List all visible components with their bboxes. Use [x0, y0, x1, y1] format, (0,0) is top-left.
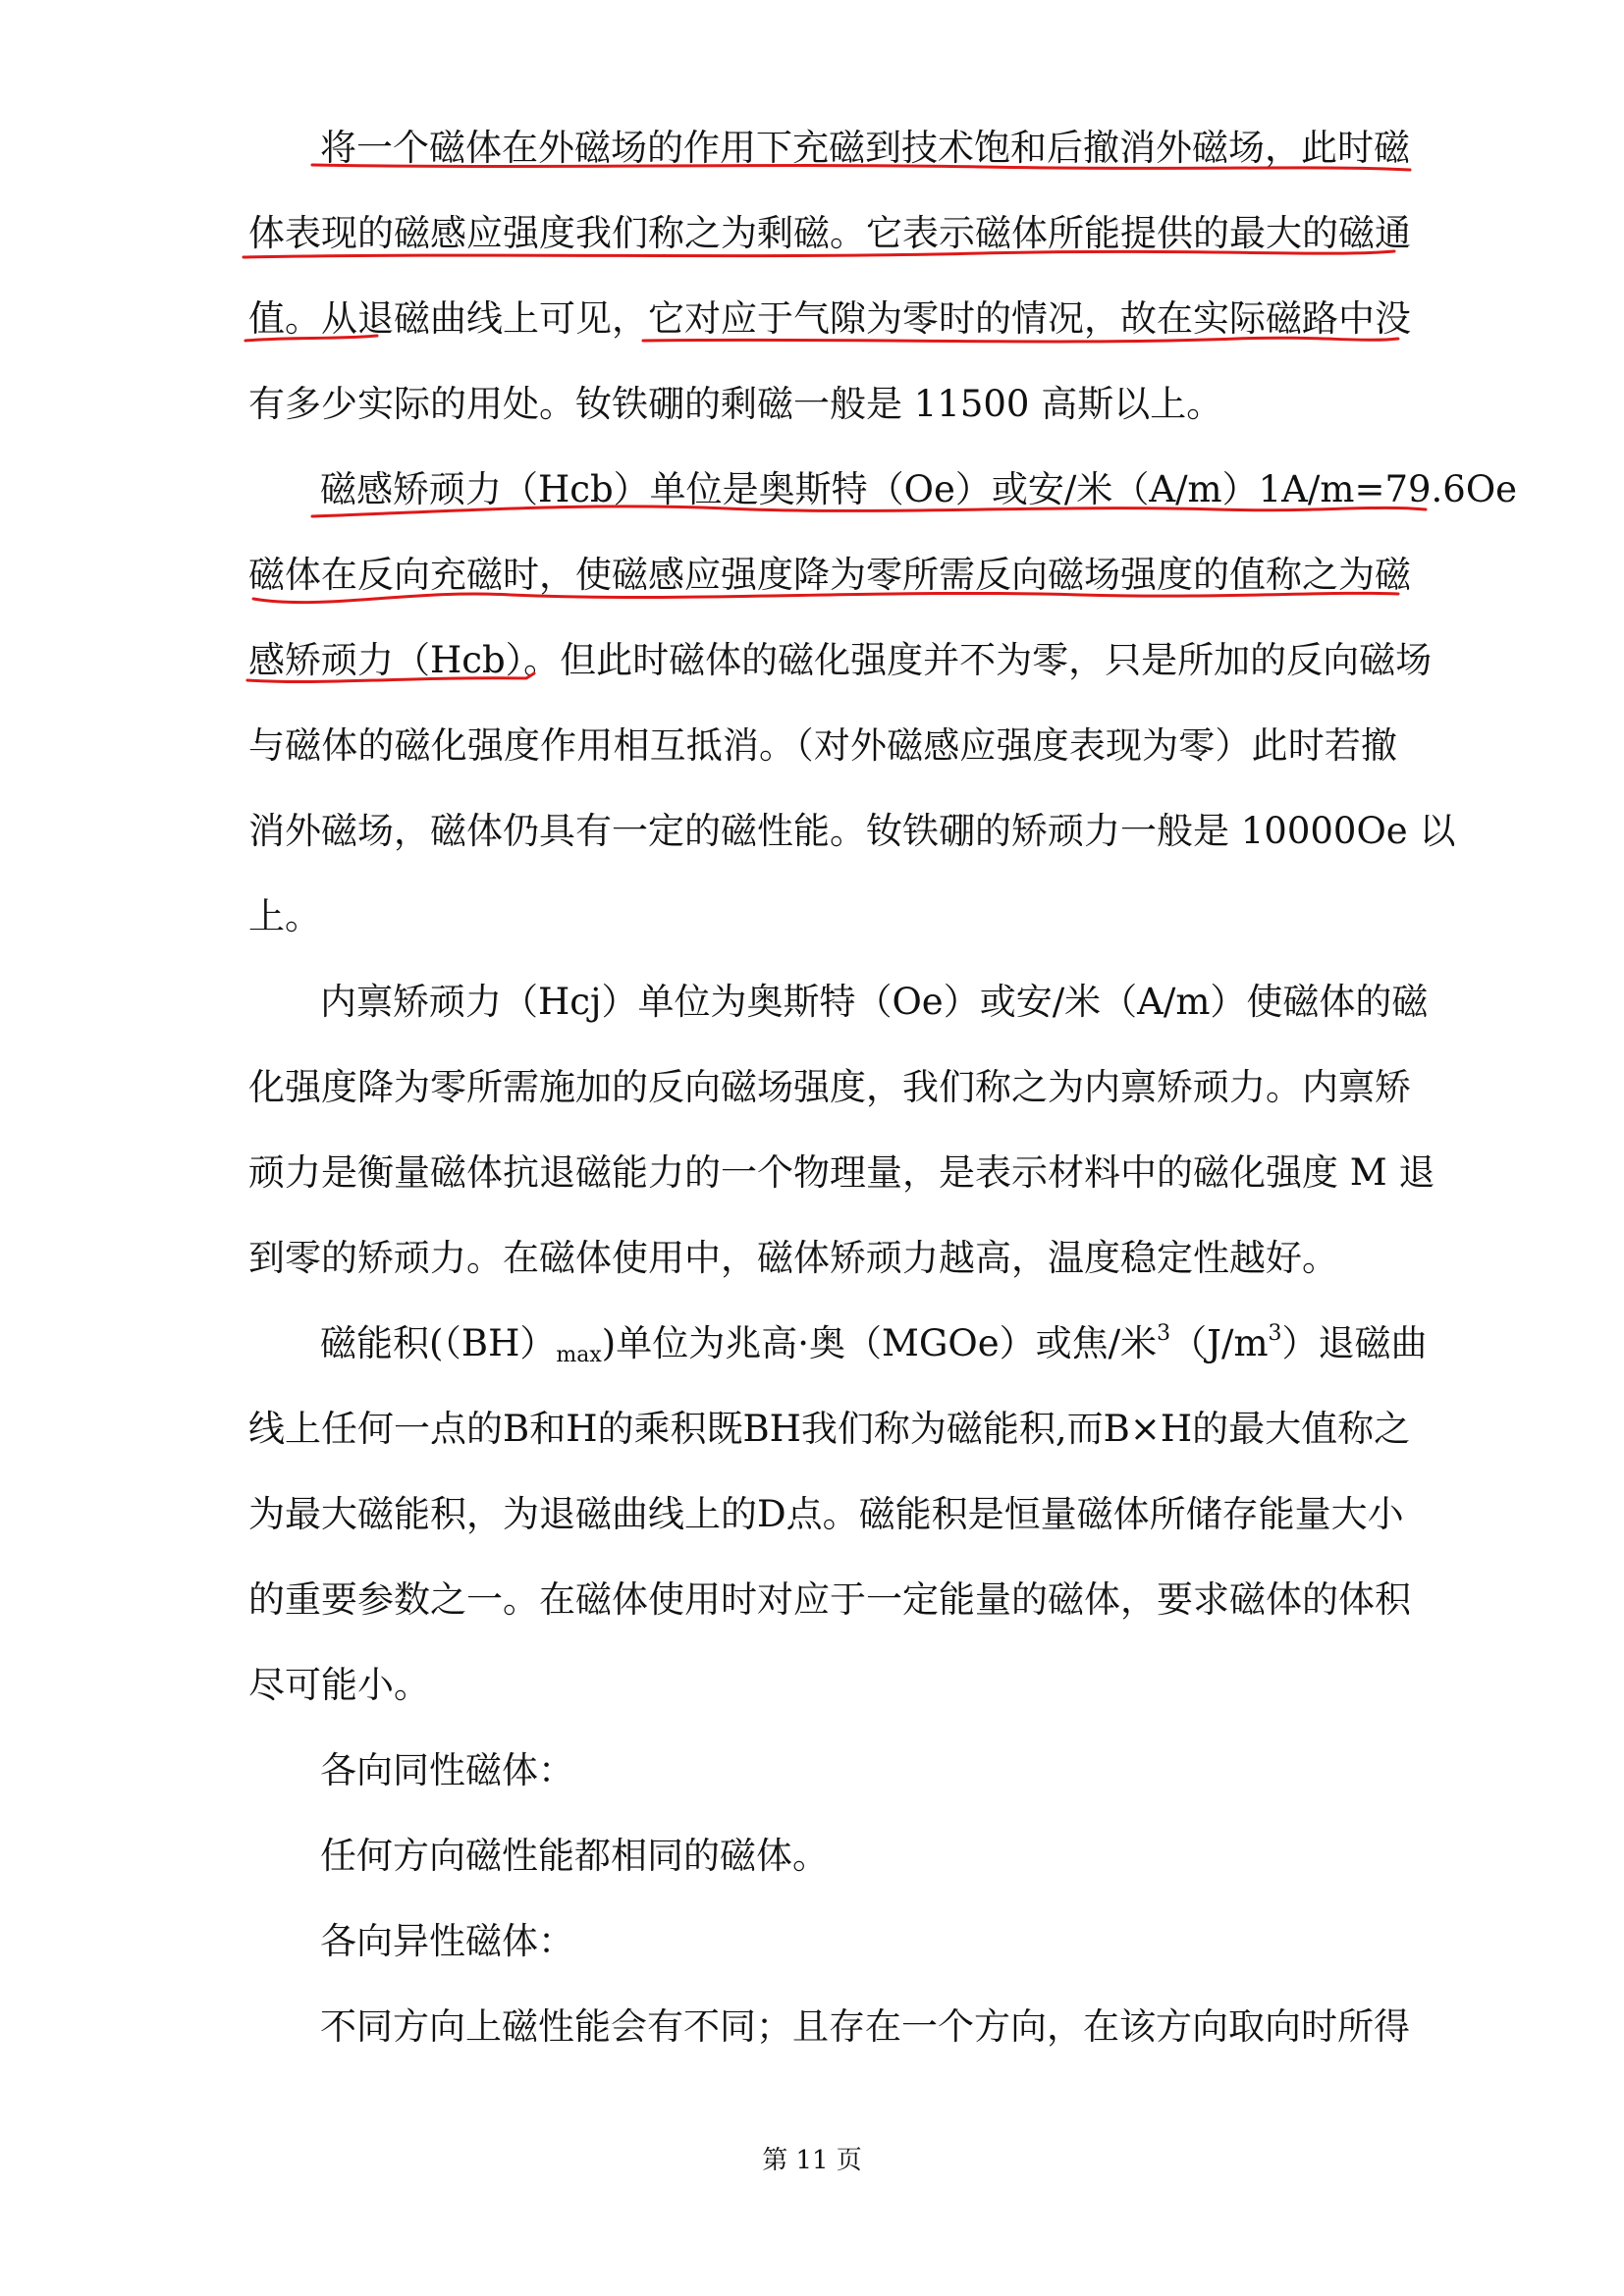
energy-middle-2: （J/m	[1170, 1322, 1269, 1364]
para-hcj-line-3: 顽力是衡量磁体抗退磁能力的一个物理量，是表示材料中的磁化强度 M 退	[248, 1151, 1435, 1194]
para-isotropic: 任何方向磁性能都相同的磁体。	[320, 1835, 829, 1877]
para-remanence-line-3: 值。从退磁曲线上可见，它对应于气隙为零时的情况，故在实际磁路中没	[248, 297, 1411, 340]
para-energy-line-2: 线上任何一点的B和H的乘积既BH我们称为磁能积,而B×H的最大值称之	[248, 1408, 1411, 1450]
para-energy-line-4: 的重要参数之一。在磁体使用时对应于一定能量的磁体，要求磁体的体积	[248, 1578, 1411, 1621]
energy-subscript: max	[556, 1343, 602, 1367]
para-hcj-line-1: 内禀矫顽力（Hcj）单位为奥斯特（Oe）或安/米（A/m）使磁体的磁	[320, 981, 1429, 1023]
para-hcj-line-2: 化强度降为零所需施加的反向磁场强度，我们称之为内禀矫顽力。内禀矫	[248, 1066, 1411, 1108]
para-energy-line-1	[320, 1309, 1428, 1378]
para-hcb-line-4: 与磁体的磁化强度作用相互抵消。（对外磁感应强度表现为零）此时若撤	[248, 724, 1397, 767]
para-hcb-line-6: 上。	[248, 895, 321, 937]
energy-sup-1: 3	[1157, 1321, 1171, 1346]
para-hcb-line-1: 磁感矫顽力（Hcb）单位是奥斯特（Oe）或安/米（A/m）1A/m=79.6Oe	[320, 468, 1518, 510]
energy-sup-2: 3	[1268, 1321, 1282, 1346]
para-hcj-line-4: 到零的矫顽力。在磁体使用中，磁体矫顽力越高，温度稳定性越好。	[248, 1237, 1338, 1279]
para-remanence-line-4: 有多少实际的用处。钕铁硼的剩磁一般是 11500 高斯以上。	[248, 383, 1223, 425]
page-number: 第 11 页	[762, 2146, 862, 2175]
energy-suffix: ）退磁曲	[1281, 1322, 1428, 1364]
para-energy-line-3: 为最大磁能积，为退磁曲线上的D点。磁能积是恒量磁体所储存能量大小	[248, 1493, 1404, 1535]
para-hcb-line-3: 感矫顽力（Hcb）。但此时磁体的磁化强度并不为零，只是所加的反向磁场	[248, 639, 1433, 681]
para-energy-line-5: 尽可能小。	[248, 1664, 430, 1706]
para-remanence-line-2: 体表现的磁感应强度我们称之为剩磁。它表示磁体所能提供的最大的磁通	[248, 212, 1411, 254]
heading-isotropic: 各向同性磁体：	[320, 1749, 574, 1791]
energy-prefix: 磁能积(（BH）	[320, 1322, 557, 1364]
para-anisotropic-line-1: 不同方向上磁性能会有不同；且存在一个方向，在该方向取向时所得	[320, 2005, 1410, 2048]
energy-middle: )单位为兆高·奥（MGOe）或焦/米	[601, 1322, 1158, 1364]
para-remanence-line-1: 将一个磁体在外磁场的作用下充磁到技术饱和后撤消外磁场，此时磁	[320, 127, 1410, 169]
para-hcb-line-5: 消外磁场，磁体仍具有一定的磁性能。钕铁硼的矫顽力一般是 10000Oe 以	[248, 810, 1456, 852]
para-hcb-line-2: 磁体在反向充磁时，使磁感应强度降为零所需反向磁场强度的值称之为磁	[248, 554, 1411, 596]
heading-anisotropic: 各向异性磁体：	[320, 1920, 574, 1962]
